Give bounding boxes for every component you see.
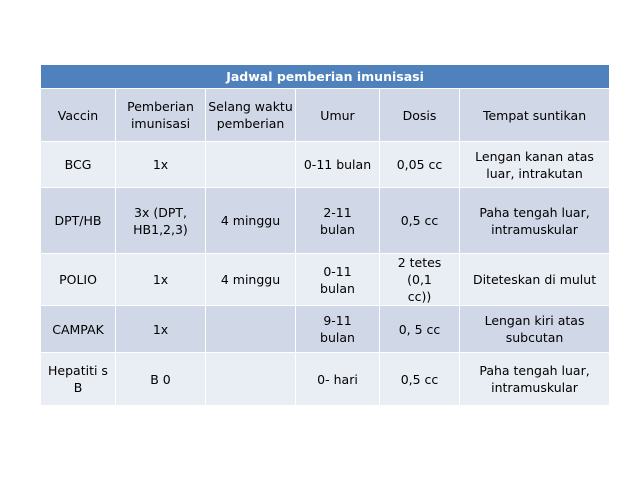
cell: 2 tetes (0,1 cc)) bbox=[380, 254, 460, 306]
cell: POLIO bbox=[41, 254, 116, 306]
cell: Hepatiti s B bbox=[41, 353, 116, 406]
immunization-schedule-table bbox=[40, 64, 610, 406]
cell: 1x bbox=[116, 142, 206, 188]
cell: BCG bbox=[41, 142, 116, 188]
table-title: Jadwal pemberian imunisasi bbox=[41, 65, 610, 89]
table-row bbox=[41, 142, 610, 188]
cell: Lengan kanan atas luar, intrakutan bbox=[460, 142, 610, 188]
cell: 1x bbox=[116, 254, 206, 306]
header-pemberian: Pemberian imunisasi bbox=[116, 89, 206, 142]
cell: 3x (DPT, HB1,2,3) bbox=[116, 188, 206, 254]
header-tempat: Tempat suntikan bbox=[460, 89, 610, 142]
cell: DPT/HB bbox=[41, 188, 116, 254]
cell: B 0 bbox=[116, 353, 206, 406]
cell: 9-11 bulan bbox=[296, 306, 380, 353]
cell: CAMPAK bbox=[41, 306, 116, 353]
cell: 4 minggu bbox=[206, 254, 296, 306]
header-dosis: Dosis bbox=[380, 89, 460, 142]
header-umur: Umur bbox=[296, 89, 380, 142]
header-vaccin: Vaccin bbox=[41, 89, 116, 142]
cell: Lengan kiri atas subcutan bbox=[460, 306, 610, 353]
cell bbox=[206, 142, 296, 188]
table-row bbox=[41, 306, 610, 353]
cell: Paha tengah luar, intramuskular bbox=[460, 353, 610, 406]
cell: 1x bbox=[116, 306, 206, 353]
cell: 0,5 cc bbox=[380, 353, 460, 406]
cell bbox=[206, 306, 296, 353]
cell: Diteteskan di mulut bbox=[460, 254, 610, 306]
cell: 0- hari bbox=[296, 353, 380, 406]
cell: Paha tengah luar, intramuskular bbox=[460, 188, 610, 254]
table-row bbox=[41, 353, 610, 406]
cell: 0-11 bulan bbox=[296, 254, 380, 306]
cell: 0,5 cc bbox=[380, 188, 460, 254]
cell: 0-11 bulan bbox=[296, 142, 380, 188]
table-row bbox=[41, 188, 610, 254]
cell bbox=[206, 353, 296, 406]
header-selang: Selang waktu pemberian bbox=[206, 89, 296, 142]
cell: 2-11 bulan bbox=[296, 188, 380, 254]
header-row bbox=[41, 89, 610, 142]
cell: 4 minggu bbox=[206, 188, 296, 254]
cell: 0,05 cc bbox=[380, 142, 460, 188]
table-row bbox=[41, 254, 610, 306]
cell: 0, 5 cc bbox=[380, 306, 460, 353]
